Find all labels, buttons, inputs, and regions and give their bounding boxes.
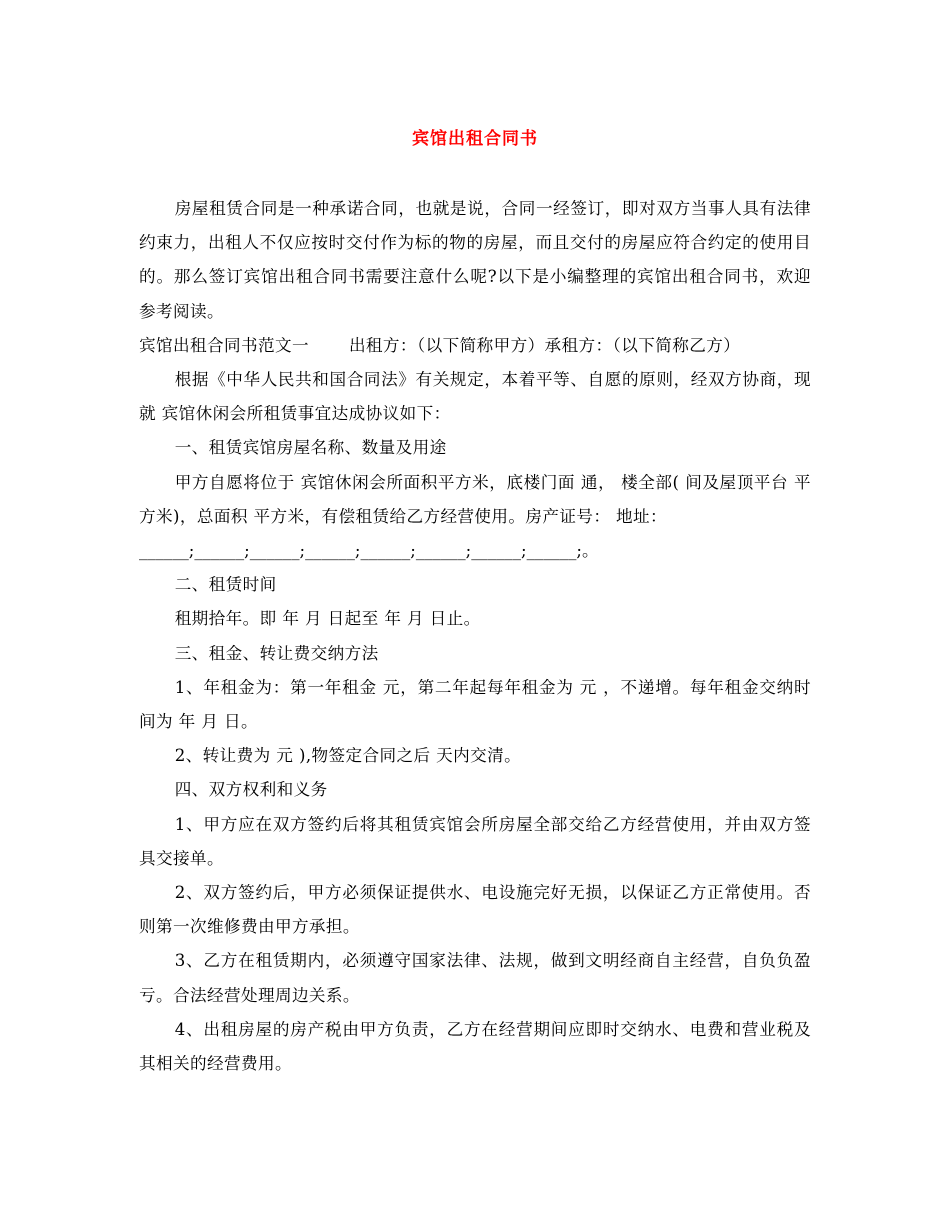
section-4-item-4: 4、出租房屋的房产税由甲方负责，乙方在经营期间应即时交纳水、电费和营业税及其相关的经营费用。 [139,1019,811,1074]
document-title: 宾馆出租合同书 [412,129,538,149]
section-1-heading: 一、租赁宾馆房屋名称、数量及用途 [174,438,447,458]
section-3-item-2: 2、转让费为 元 ),物签定合同之后 天内交清。 [174,746,522,766]
intro-paragraph: 房屋租赁合同是一种承诺合同，也就是说，合同一经签订，即对双方当事人具有法律约束力，出租人不仅应按时交付作为标的物的房屋，而且交付的房屋应符合约定的使用目的。那么签订宾馆出租合同书需要注意什么呢?以下是小编整理的宾馆出租合同书，欢迎参考阅读。 [139,199,811,321]
section-1-blanks: ______;______;______;______;______;______;______;______;。 [139,541,599,561]
section-4-item-2: 2、双方签约后，甲方必须保证提供水、电设施完好无损，以保证乙方正常使用。否则第一次维修费由甲方承担。 [139,883,811,937]
section-2-heading: 二、租赁时间 [174,575,277,595]
sample-heading-line [139,329,811,363]
section-2-text: 租期拾年。即 年 月 日起至 年 月 日止。 [174,609,481,629]
section-3-heading: 三、租金、转让费交纳方法 [174,643,379,663]
section-4-heading: 四、双方权利和义务 [174,780,328,800]
document-body [139,192,811,1081]
parties-line: 出租方：（以下简称甲方）承租方：（以下简称乙方） [348,335,741,355]
section-3-item-1: 1、年租金为：第一年租金 元，第二年起每年租金为 元 ，不递增。每年租金交纳时间为 年 月 日。 [139,677,811,732]
section-4-item-1: 1、甲方应在双方签约后将其租赁宾馆会所房屋全部交给乙方经营使用，并由双方签具交接单。 [139,814,811,868]
section-1-text: 甲方自愿将位于 宾馆休闲会所面积平方米，底楼门面 通， 楼全部( 间及屋顶平台 平方米)，总面积 平方米，有偿租赁给乙方经营使用。房产证号： 地址： [139,472,811,526]
sample-heading: 宾馆出租合同书范文一 [139,335,309,355]
section-4-item-3: 3、乙方在租赁期内，必须遵守国家法律、法规，做到文明经商自主经营，自负负盈亏。合法经营处理周边关系。 [139,951,811,1005]
preamble-paragraph: 根据《中华人民共和国合同法》有关规定，本着平等、自愿的原则，经双方协商，现就 宾馆休闲会所租赁事宜达成协议如下： [139,370,811,424]
